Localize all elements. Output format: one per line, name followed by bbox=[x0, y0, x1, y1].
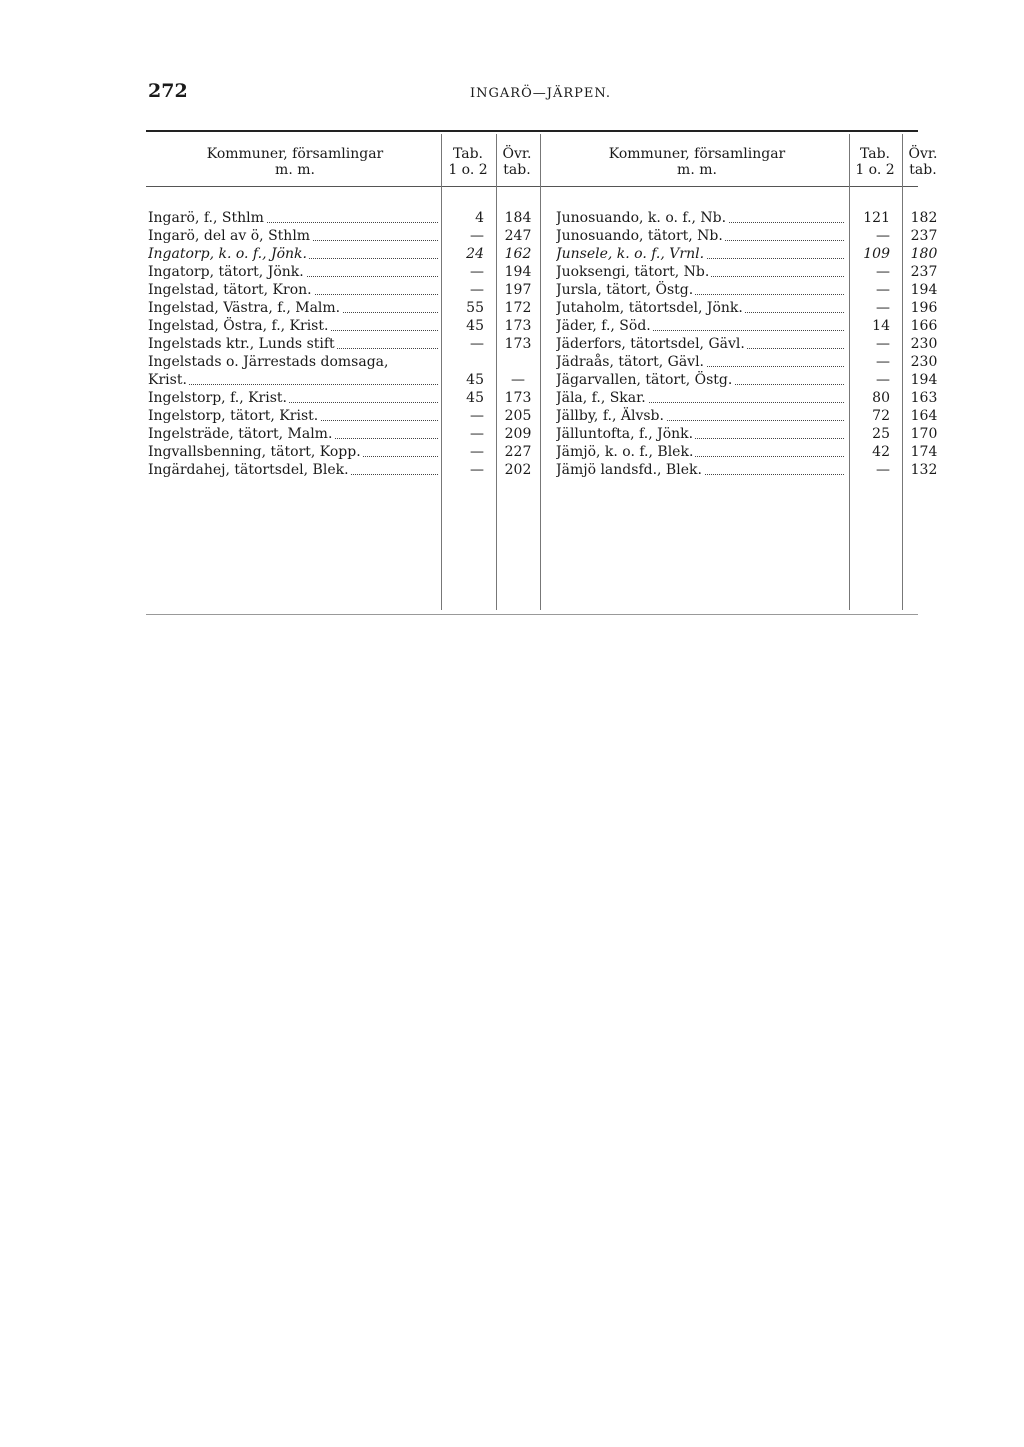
entry-name bbox=[148, 281, 438, 299]
index-entry bbox=[148, 227, 540, 245]
entry-ovr-ref: 230 bbox=[910, 354, 938, 370]
entry-name-text: Jällby, f., Älvsb. bbox=[556, 408, 664, 424]
header-ovr-line2: tab. bbox=[909, 162, 937, 178]
entry-name-text: Ingelstad, tätort, Kron. bbox=[148, 282, 312, 298]
entry-tab-ref: 14 bbox=[872, 318, 890, 334]
right-index-column bbox=[556, 209, 948, 479]
entry-name bbox=[556, 371, 844, 389]
index-entry bbox=[556, 263, 948, 281]
entry-ovr-ref: 197 bbox=[504, 282, 532, 298]
entry-ovr-ref: 174 bbox=[910, 444, 938, 460]
entry-name bbox=[556, 353, 844, 371]
left-header-ovr bbox=[497, 146, 537, 178]
entry-name bbox=[556, 425, 844, 443]
entry-ovr-ref: 132 bbox=[910, 462, 938, 478]
entry-ovr-ref: 182 bbox=[910, 210, 938, 226]
entry-name bbox=[556, 317, 844, 335]
entry-tab-ref: 72 bbox=[872, 408, 890, 424]
entry-name-text: Jäderfors, tätortsdel, Gävl. bbox=[556, 336, 745, 352]
entry-ovr-ref: 237 bbox=[910, 264, 938, 280]
index-entry bbox=[148, 335, 540, 353]
entry-tab-ref: — bbox=[876, 228, 890, 244]
entry-tab-ref: — bbox=[470, 426, 484, 442]
column-gutter bbox=[540, 134, 541, 610]
entry-tab-ref: — bbox=[876, 462, 890, 478]
entry-ovr-ref: 162 bbox=[504, 246, 532, 262]
entry-name-text: Jäla, f., Skar. bbox=[556, 390, 646, 406]
entry-name-text: Jämjö, k. o. f., Blek. bbox=[556, 444, 694, 460]
index-entry bbox=[556, 227, 948, 245]
index-entry bbox=[148, 299, 540, 317]
header-name-line2: m. m. bbox=[677, 162, 717, 178]
entry-tab-ref: 80 bbox=[872, 390, 890, 406]
entry-name-text: Junsele, k. o. f., Vrnl. bbox=[556, 246, 705, 262]
entry-name-text: Jägarvallen, tätort, Östg. bbox=[556, 372, 733, 388]
running-head: INGARÖ—JÄRPEN. bbox=[470, 86, 612, 101]
entry-ovr-ref: 247 bbox=[504, 228, 532, 244]
index-entry bbox=[556, 281, 948, 299]
entry-ovr-ref: 164 bbox=[910, 408, 938, 424]
entry-tab-ref: — bbox=[876, 300, 890, 316]
index-entry bbox=[556, 353, 948, 371]
entry-ovr-ref: 180 bbox=[910, 246, 938, 262]
entry-tab-ref: 109 bbox=[863, 246, 890, 262]
entry-name bbox=[556, 389, 844, 407]
entry-name-text: Ingelstorp, f., Krist. bbox=[148, 390, 287, 406]
entry-ovr-ref: 172 bbox=[504, 300, 532, 316]
entry-tab-ref: 24 bbox=[466, 246, 484, 262]
index-entry bbox=[556, 245, 948, 263]
entry-name-text: Ingvallsbenning, tätort, Kopp. bbox=[148, 444, 361, 460]
entry-name-text: Jutaholm, tätortsdel, Jönk. bbox=[556, 300, 743, 316]
entry-ovr-ref: 194 bbox=[910, 282, 938, 298]
entry-name-text: Junosuando, tätort, Nb. bbox=[556, 228, 723, 244]
entry-tab-ref: 4 bbox=[475, 210, 484, 226]
entry-name bbox=[556, 263, 844, 281]
entry-name bbox=[556, 281, 844, 299]
entry-name bbox=[148, 461, 438, 479]
entry-ovr-ref: 184 bbox=[504, 210, 532, 226]
entry-name-text: Ingelstad, Västra, f., Malm. bbox=[148, 300, 341, 316]
entry-name-text: Ingelsträde, tätort, Malm. bbox=[148, 426, 333, 442]
entry-ovr-ref: 227 bbox=[504, 444, 532, 460]
entry-name-text: Ingarö, del av ö, Sthlm bbox=[148, 228, 311, 244]
entry-name-text: Jämjö landsfd., Blek. bbox=[556, 462, 702, 478]
index-entry bbox=[148, 353, 540, 371]
top-rule bbox=[146, 130, 918, 132]
header-tab-line2: 1 o. 2 bbox=[855, 162, 895, 178]
left-index-column bbox=[148, 209, 540, 479]
entry-name bbox=[148, 335, 438, 353]
entry-name-text: Krist. bbox=[148, 372, 187, 388]
index-entry bbox=[556, 299, 948, 317]
index-entry bbox=[148, 461, 540, 479]
entry-name-text: Ingatorp, tätort, Jönk. bbox=[148, 264, 304, 280]
entry-ovr-ref: 194 bbox=[910, 372, 938, 388]
entry-tab-ref: — bbox=[876, 282, 890, 298]
index-entry bbox=[148, 245, 540, 263]
index-entry bbox=[556, 389, 948, 407]
header-name-line1: Kommuner, församlingar bbox=[608, 146, 786, 162]
entry-tab-ref: — bbox=[470, 408, 484, 424]
index-entry bbox=[148, 389, 540, 407]
left-header-name bbox=[150, 146, 440, 178]
index-entry bbox=[556, 335, 948, 353]
entry-tab-ref: 25 bbox=[872, 426, 890, 442]
header-ovr-line1: Övr. bbox=[908, 146, 938, 162]
entry-name-text: Juoksengi, tätort, Nb. bbox=[556, 264, 710, 280]
right-header-ovr bbox=[903, 146, 943, 178]
entry-tab-ref: 45 bbox=[466, 372, 484, 388]
entry-tab-ref: — bbox=[470, 282, 484, 298]
entry-ovr-ref: 173 bbox=[504, 318, 532, 334]
entry-ovr-ref: 170 bbox=[910, 426, 938, 442]
left-header-tab bbox=[443, 146, 493, 178]
index-entry bbox=[556, 425, 948, 443]
index-entry bbox=[148, 263, 540, 281]
entry-ovr-ref: 205 bbox=[504, 408, 532, 424]
index-entry bbox=[148, 407, 540, 425]
entry-name-text: Ingatorp, k. o. f., Jönk. bbox=[148, 246, 307, 262]
entry-name-text: Ingelstad, Östra, f., Krist. bbox=[148, 318, 329, 334]
entry-tab-ref: — bbox=[470, 264, 484, 280]
index-entry bbox=[556, 209, 948, 227]
entry-name bbox=[148, 407, 438, 425]
entry-name bbox=[556, 245, 844, 263]
entry-ovr-ref: 173 bbox=[504, 336, 532, 352]
entry-tab-ref: — bbox=[876, 354, 890, 370]
entry-tab-ref: — bbox=[876, 372, 890, 388]
index-entry bbox=[148, 317, 540, 335]
index-entry bbox=[148, 425, 540, 443]
index-entry bbox=[148, 371, 540, 389]
entry-ovr-ref: 230 bbox=[910, 336, 938, 352]
entry-name bbox=[556, 407, 844, 425]
header-tab-line1: Tab. bbox=[452, 146, 483, 162]
entry-name-text: Jälluntofta, f., Jönk. bbox=[556, 426, 694, 442]
header-tab-line2: 1 o. 2 bbox=[448, 162, 488, 178]
entry-tab-ref: 45 bbox=[466, 390, 484, 406]
entry-name bbox=[556, 227, 844, 245]
entry-name bbox=[148, 371, 438, 389]
entry-name-text: Ingarö, f., Sthlm bbox=[148, 210, 264, 226]
entry-tab-ref: 42 bbox=[872, 444, 890, 460]
entry-tab-ref: 45 bbox=[466, 318, 484, 334]
entry-ovr-ref: 196 bbox=[910, 300, 938, 316]
entry-name-text: Junosuando, k. o. f., Nb. bbox=[556, 210, 727, 226]
entry-tab-ref: 55 bbox=[466, 300, 484, 316]
entry-name bbox=[148, 227, 438, 245]
header-ovr-line2: tab. bbox=[503, 162, 531, 178]
entry-ovr-ref: 173 bbox=[504, 390, 532, 406]
entry-ovr-ref: 209 bbox=[504, 426, 532, 442]
entry-name bbox=[148, 263, 438, 281]
entry-name-text: Ingelstads ktr., Lunds stift bbox=[148, 336, 335, 352]
dot-leader bbox=[148, 384, 438, 385]
index-entry bbox=[556, 371, 948, 389]
entry-name bbox=[148, 209, 438, 227]
bottom-rule bbox=[146, 614, 918, 615]
entry-tab-ref: — bbox=[470, 336, 484, 352]
entry-ovr-ref: 163 bbox=[910, 390, 938, 406]
entry-name bbox=[556, 209, 844, 227]
page-number: 272 bbox=[148, 80, 188, 102]
entry-name bbox=[148, 299, 438, 317]
entry-tab-ref: — bbox=[470, 444, 484, 460]
entry-name-text: Jädraås, tätort, Gävl. bbox=[556, 354, 705, 370]
index-entry bbox=[148, 281, 540, 299]
entry-name bbox=[148, 317, 438, 335]
right-header-name bbox=[552, 146, 842, 178]
index-entry bbox=[556, 407, 948, 425]
entry-name bbox=[556, 461, 844, 479]
header-rule bbox=[146, 186, 918, 187]
header-tab-line1: Tab. bbox=[859, 146, 890, 162]
header-ovr-line1: Övr. bbox=[502, 146, 532, 162]
entry-name-text: Jäder, f., Söd. bbox=[556, 318, 651, 334]
entry-name bbox=[148, 425, 438, 443]
index-entry bbox=[148, 443, 540, 461]
entry-name-text: Ingelstads o. Järrestads domsaga, bbox=[148, 354, 389, 370]
entry-name bbox=[148, 245, 438, 263]
entry-ovr-ref: 166 bbox=[910, 318, 938, 334]
entry-ovr-ref: — bbox=[511, 372, 525, 388]
entry-tab-ref: 121 bbox=[863, 210, 890, 226]
entry-tab-ref: — bbox=[470, 228, 484, 244]
entry-ovr-ref: 237 bbox=[910, 228, 938, 244]
entry-name bbox=[148, 389, 438, 407]
entry-name bbox=[556, 299, 844, 317]
index-entry bbox=[556, 443, 948, 461]
entry-name bbox=[148, 353, 438, 371]
entry-name bbox=[556, 443, 844, 461]
entry-name-text: Ingärdahej, tätortsdel, Blek. bbox=[148, 462, 349, 478]
header-name-line2: m. m. bbox=[275, 162, 315, 178]
index-entry bbox=[556, 317, 948, 335]
entry-name-text: Jursla, tätort, Östg. bbox=[556, 282, 694, 298]
entry-ovr-ref: 202 bbox=[504, 462, 532, 478]
entry-tab-ref: — bbox=[470, 462, 484, 478]
header-name-line1: Kommuner, församlingar bbox=[206, 146, 384, 162]
entry-tab-ref: — bbox=[876, 336, 890, 352]
entry-tab-ref: — bbox=[876, 264, 890, 280]
entry-ovr-ref: 194 bbox=[504, 264, 532, 280]
entry-name bbox=[148, 443, 438, 461]
index-entry bbox=[148, 209, 540, 227]
entry-name bbox=[556, 335, 844, 353]
index-entry bbox=[556, 461, 948, 479]
entry-name-text: Ingelstorp, tätort, Krist. bbox=[148, 408, 319, 424]
right-header-tab bbox=[850, 146, 900, 178]
